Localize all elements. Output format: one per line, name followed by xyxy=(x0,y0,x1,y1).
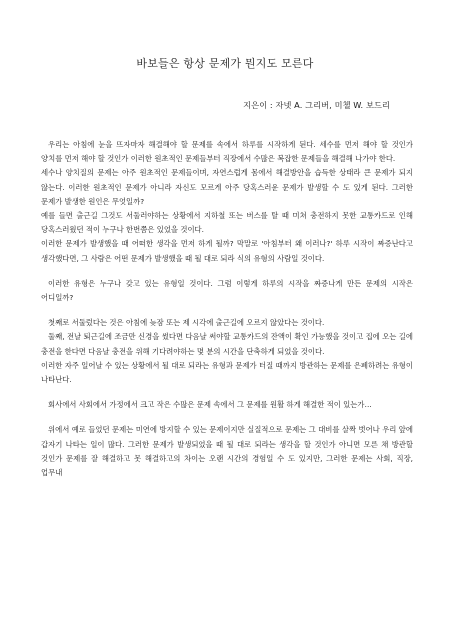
paragraph: 둘째, 전날 퇴근길에 조금만 신경을 썼다면 다음날 써야할 교통카드의 잔액이 확인 가능했을 것이고 집에 오는 길에 충전을 한다면 다음날 충전을 위해 기다려야하는 몇 분의 시간을 단축하게 되었을 것이다. xyxy=(41,332,413,356)
paragraph-gap xyxy=(41,266,413,277)
paragraph: 예를 들면 출근길 그것도 서둘러야하는 상황에서 지하철 또는 버스를 탈 때 미쳐 충전하지 못한 교통카드로 인해 당혹스러웠던 적이 누구나 한번쯤은 있었을 것이다. xyxy=(41,211,413,235)
document-body xyxy=(41,138,413,480)
paragraph: 세수나 양치질의 문제는 아주 원초적인 문제들이며, 자연스럽게 몸에서 해결방안을 습득한 상태라 큰 문제가 되지 않는다. 이러한 원초적인 문제가 아니라 자신도 모르게 아주 당혹스러운 문제가 발생할 수 도 있게 된다. 그러한 문제가 발생한 원인은 무엇일까? xyxy=(41,168,413,206)
paragraph-gap xyxy=(41,305,413,316)
author-line: 지은이 : 자넷 A. 그리버, 미첼 W. 보드리 xyxy=(243,100,390,110)
paragraph: 이러한 유형은 누구나 갖고 있는 유형일 것이다. 그럼 이렇게 하루의 시작을 짜증나게 만든 문제의 시작은 어디일까? xyxy=(41,278,413,303)
paragraph: 이러한 자주 일어날 수 있는 상황에서 될 대로 되라는 유형과 문제가 터질 때까지 방관하는 문제를 은폐하려는 유형이 나타난다. xyxy=(41,360,413,385)
paragraph: 이러한 문제가 발생했을 때 어떠한 생각을 먼저 하게 될까? 막말로 '아침부터 왜 이러나?' 하루 시작이 짜증난다고 생각했다면, 그 사람은 어떤 문제가 발생했을 때 될 대로 되라 식의 유형의 사람일 것이다. xyxy=(41,239,413,263)
paragraph: 우리는 아침에 눈을 뜨자마자 해결해야 할 문제를 속에서 하루를 시작하게 된다. 세수를 먼저 해야 할 것인가 양치를 먼저 해야 할 것인가 이러한 원초적인 문제들부터 직장에서 수많은 복잡한 문제들을 해결해 나가야 한다. xyxy=(41,140,413,164)
paragraph: 위에서 예로 들었던 문제는 미연에 방지할 수 있는 문제이지만 실질적으로 문제는 그 대비를 살짝 벗어나 우리 앞에 갑자기 나타는 일이 많다. 그러한 문제가 발생되었을 때 될 대로 되라는 생각을 할 것인가 아니면 모른 채 방관할 것인가 문제를 잘 해결하고 못 해결하고의 차이는 오랜 시간의 경험일 수 도 있지만, 그러한 문제는 사회, 직장, 업무내 xyxy=(41,425,413,478)
paragraph: 회사에서 사회에서 가정에서 크고 작은 수많은 문제 속에서 그 문제를 원활 하게 해결한 적이 있는가… xyxy=(48,400,372,410)
paragraph: 첫째로 서둘렀다는 것은 아침에 늦잠 또는 제 시각에 출근길에 오르지 않았다는 것이다. xyxy=(48,318,325,328)
paragraph-gap xyxy=(41,387,413,398)
document-title: 바보들은 항상 문제가 뭔지도 모른다 xyxy=(136,57,314,70)
paragraph-gap xyxy=(41,412,413,423)
